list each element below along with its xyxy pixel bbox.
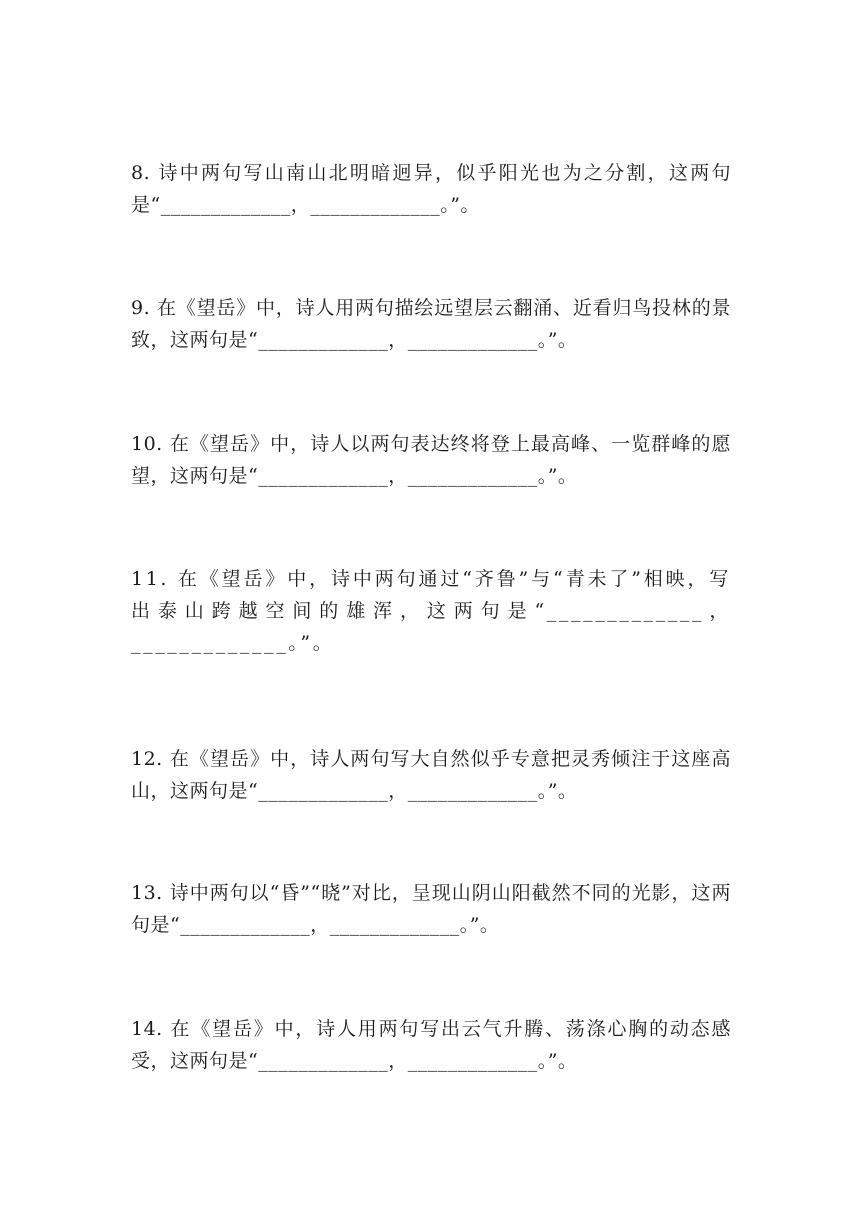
question-13: 13. 诗中两句以“昏”“晓”对比，呈现山阴山阳截然不同的光影，这两句是“_____________，_____________。”。 [131,882,731,936]
question-11: 11. 在《望岳》中，诗中两句通过“齐鲁”与“青未了”相映，写出泰山跨越空间的雄浑，这两句是“_____________，_____________。”。 [131,568,731,654]
question-10: 10. 在《望岳》中，诗人以两句表达终将登上最高峰、一览群峰的愿望，这两句是“_____________，_____________。”。 [131,433,731,487]
question-8: 8. 诗中两句写山南山北明暗迥异，似乎阳光也为之分割，这两句是“_____________，_____________。”。 [131,162,731,216]
question-9: 9. 在《望岳》中，诗人用两句描绘远望层云翻涌、近看归鸟投林的景致，这两句是“_____________，_____________。”。 [131,297,731,351]
question-12: 12. 在《望岳》中，诗人两句写大自然似乎专意把灵秀倾注于这座高山，这两句是“_____________，_____________。”。 [131,748,731,802]
question-14: 14. 在《望岳》中，诗人用两句写出云气升腾、荡涤心胸的动态感受，这两句是“_____________，_____________。”。 [131,1018,731,1072]
